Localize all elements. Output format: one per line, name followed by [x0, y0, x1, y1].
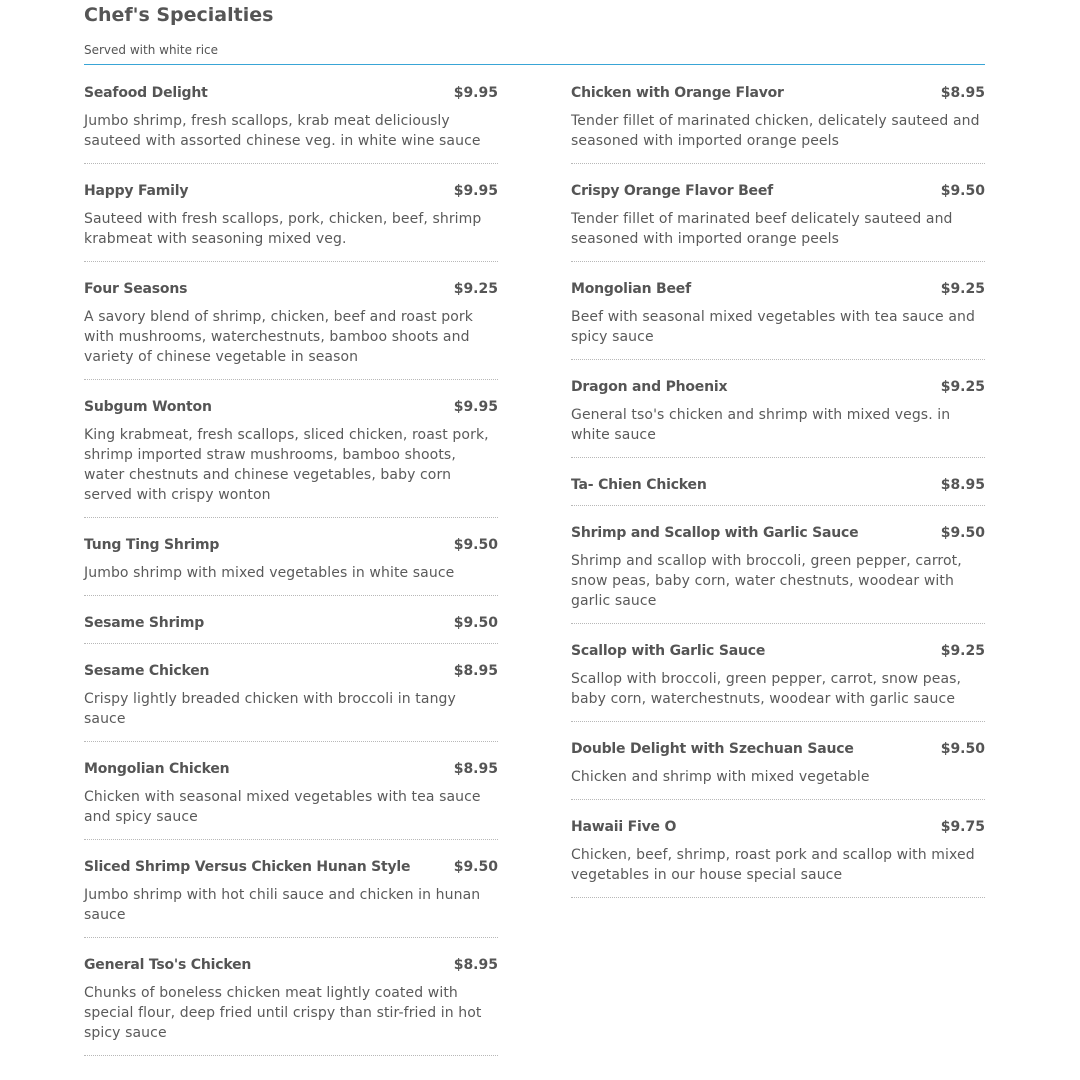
item-name: Sliced Shrimp Versus Chicken Hunan Style — [84, 859, 411, 875]
item-price: $8.95 — [940, 477, 985, 493]
item-price: $9.25 — [940, 379, 985, 395]
item-price: $9.50 — [453, 537, 498, 553]
item-name: Chicken with Orange Flavor — [571, 85, 784, 101]
item-price: $9.25 — [453, 281, 498, 297]
item-price: $9.50 — [940, 183, 985, 199]
item-description: General tso's chicken and shrimp with mixed vegs. in white sauce — [571, 407, 951, 443]
item-description: Beef with seasonal mixed vegetables with tea sauce and spicy sauce — [571, 309, 975, 345]
item-description: A savory blend of shrimp, chicken, beef and roast pork with mushrooms, waterchestnuts, bamboo shoots and variety of chinese vegetable in season — [84, 309, 473, 365]
item-price: $8.95 — [453, 957, 498, 973]
item-price: $9.50 — [453, 859, 498, 875]
item-price: $8.95 — [453, 761, 498, 777]
menu-item[interactable] — [84, 518, 498, 596]
menu-item[interactable] — [84, 262, 498, 380]
menu-item[interactable] — [84, 938, 498, 1056]
item-price: $9.75 — [940, 819, 985, 835]
item-description: King krabmeat, fresh scallops, sliced chicken, roast pork, shrimp imported straw mushrooms, bamboo shoots, water chestnuts and chinese vegetables, baby corn served with crispy wonton — [84, 427, 489, 503]
section-title: Chef's Specialties — [84, 4, 274, 26]
menu-item[interactable] — [571, 624, 985, 722]
item-name: Crispy Orange Flavor Beef — [571, 183, 774, 199]
menu-item[interactable] — [571, 164, 985, 262]
item-name: Subgum Wonton — [84, 399, 212, 415]
menu-item[interactable] — [84, 742, 498, 840]
item-name: Hawaii Five O — [571, 819, 677, 835]
item-price: $8.95 — [940, 85, 985, 101]
item-description: Chunks of boneless chicken meat lightly coated with special flour, deep fried until crispy than stir-fried in hot spicy sauce — [84, 985, 482, 1041]
item-name: Sesame Shrimp — [84, 615, 205, 631]
item-description: Crispy lightly breaded chicken with broccoli in tangy sauce — [84, 691, 456, 727]
menu-item[interactable] — [84, 164, 498, 262]
item-description: Jumbo shrimp, fresh scallops, krab meat deliciously sauteed with assorted chinese veg. in white wine sauce — [84, 113, 481, 149]
menu-item[interactable] — [84, 644, 498, 742]
menu-item[interactable] — [571, 66, 985, 164]
menu-item[interactable] — [84, 596, 498, 644]
item-description: Jumbo shrimp with hot chili sauce and chicken in hunan sauce — [84, 887, 481, 923]
item-description: Jumbo shrimp with mixed vegetables in white sauce — [84, 565, 455, 581]
item-price: $9.95 — [453, 399, 498, 415]
item-description: Sauteed with fresh scallops, pork, chicken, beef, shrimp krabmeat with seasoning mixed veg. — [84, 211, 482, 247]
item-name: Mongolian Beef — [571, 281, 691, 297]
menu-item[interactable] — [571, 262, 985, 360]
item-name: Ta- Chien Chicken — [571, 477, 707, 493]
item-price: $8.95 — [453, 663, 498, 679]
item-description: Tender fillet of marinated beef delicately sauteed and seasoned with imported orange peels — [571, 211, 953, 247]
menu-item[interactable] — [571, 722, 985, 800]
item-description: Scallop with broccoli, green pepper, carrot, snow peas, baby corn, waterchestnuts, woodear with garlic sauce — [571, 671, 962, 707]
item-name: Mongolian Chicken — [84, 761, 230, 777]
item-price: $9.50 — [453, 615, 498, 631]
menu-item[interactable] — [84, 840, 498, 938]
item-price: $9.50 — [940, 741, 985, 757]
item-price: $9.50 — [940, 525, 985, 541]
item-description: Chicken and shrimp with mixed vegetable — [571, 769, 870, 785]
item-description: Tender fillet of marinated chicken, delicately sauteed and seasoned with imported orange peels — [571, 113, 980, 149]
menu-column-right — [571, 66, 985, 898]
menu-item[interactable] — [84, 380, 498, 518]
item-description: Chicken, beef, shrimp, roast pork and scallop with mixed vegetables in our house special sauce — [571, 847, 975, 883]
item-price: $9.95 — [453, 183, 498, 199]
item-price: $9.25 — [940, 643, 985, 659]
item-name: Double Delight with Szechuan Sauce — [571, 741, 854, 757]
item-price: $9.95 — [453, 85, 498, 101]
menu-item[interactable] — [571, 506, 985, 624]
section-subtitle: Served with white rice — [84, 43, 219, 57]
item-name: Four Seasons — [84, 281, 188, 297]
section-divider — [84, 64, 985, 65]
menu-item[interactable] — [571, 360, 985, 458]
item-description: Chicken with seasonal mixed vegetables with tea sauce and spicy sauce — [84, 789, 481, 825]
item-name: Sesame Chicken — [84, 663, 210, 679]
menu-column-left — [84, 66, 498, 1056]
menu-item[interactable] — [571, 800, 985, 898]
item-description: Shrimp and scallop with broccoli, green pepper, carrot, snow peas, baby corn, water chestnuts, woodear with garlic sauce — [571, 553, 962, 609]
item-name: Seafood Delight — [84, 85, 208, 101]
item-name: Shrimp and Scallop with Garlic Sauce — [571, 525, 859, 541]
item-price: $9.25 — [940, 281, 985, 297]
item-name: Dragon and Phoenix — [571, 379, 728, 395]
item-name: Happy Family — [84, 183, 189, 199]
menu-item[interactable] — [571, 458, 985, 506]
item-name: Scallop with Garlic Sauce — [571, 643, 766, 659]
item-name: Tung Ting Shrimp — [84, 537, 220, 553]
menu-item[interactable] — [84, 66, 498, 164]
item-name: General Tso's Chicken — [84, 957, 252, 973]
